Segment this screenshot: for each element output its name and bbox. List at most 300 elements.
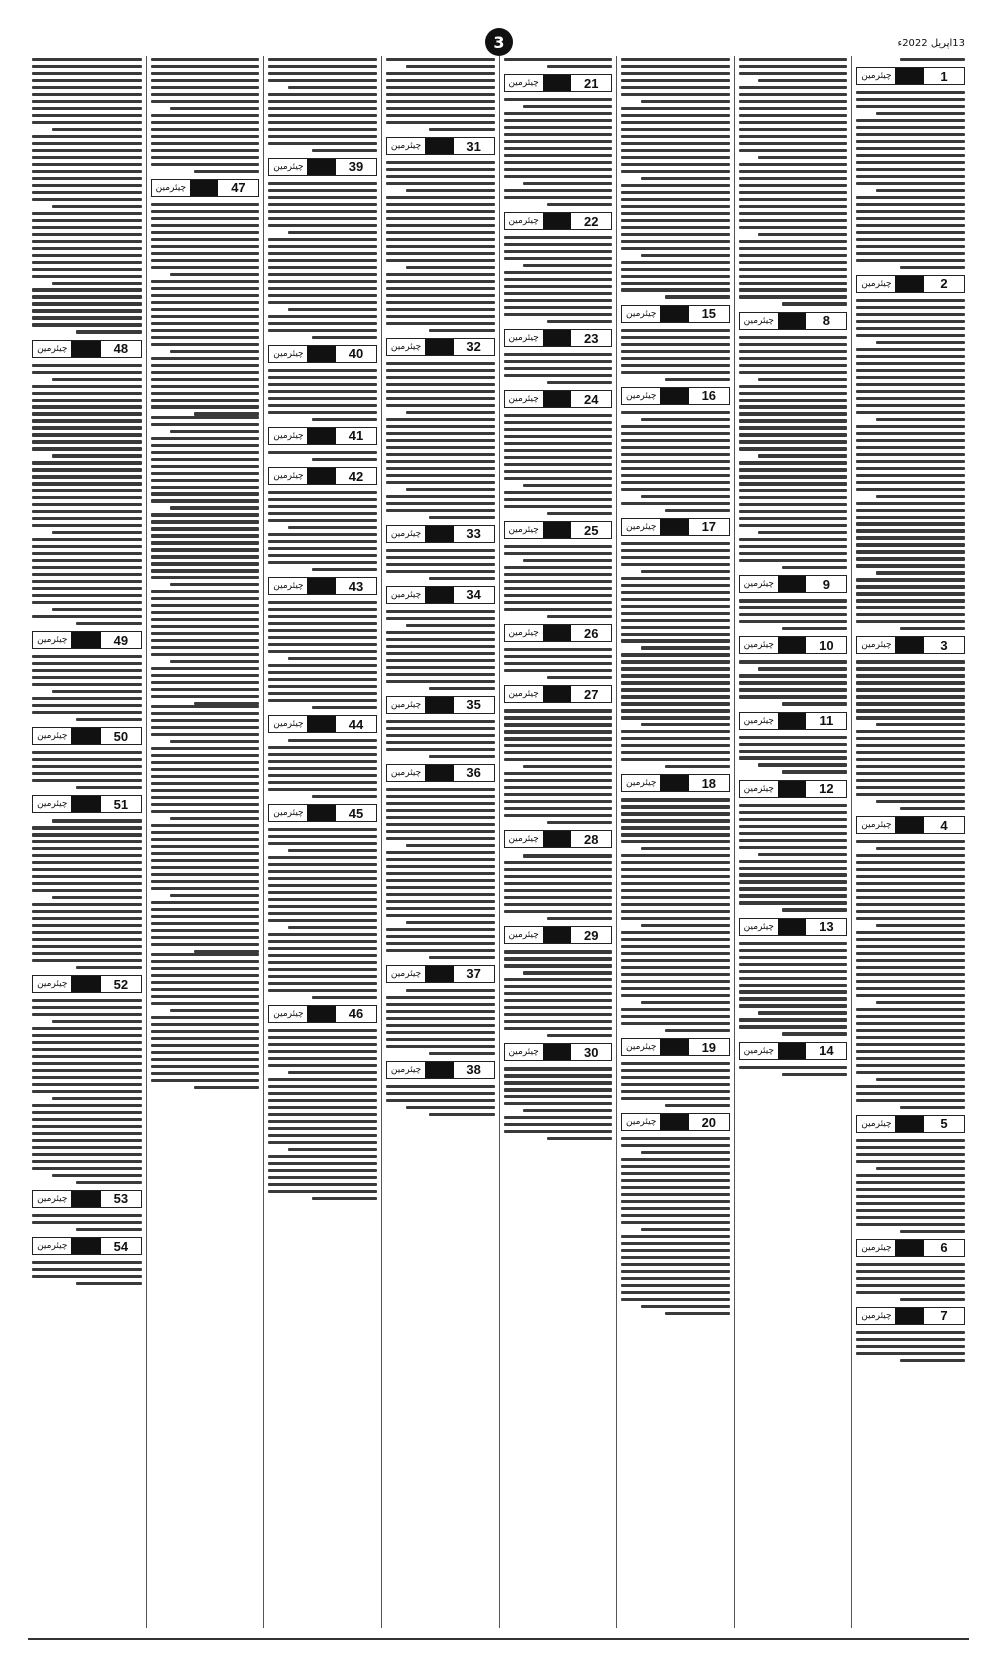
text-line <box>856 994 965 997</box>
text-line <box>856 502 965 505</box>
text-line <box>151 266 260 269</box>
article-text <box>386 362 495 519</box>
question-block <box>268 577 377 709</box>
text-line <box>739 419 848 422</box>
text-line <box>151 590 260 593</box>
text-line <box>504 498 613 501</box>
text-line <box>32 1153 142 1156</box>
text-line <box>268 79 377 82</box>
article-text <box>268 58 377 152</box>
text-line <box>856 667 965 670</box>
text-line <box>268 252 377 255</box>
text-line <box>621 591 730 594</box>
text-line <box>32 882 142 885</box>
text-line <box>856 980 965 983</box>
text-line <box>32 758 142 761</box>
text-line <box>739 385 848 388</box>
question-number: 28 <box>571 831 611 847</box>
text-line <box>312 458 377 461</box>
text-line <box>782 702 847 705</box>
text-line <box>641 418 730 421</box>
text-line <box>856 1331 965 1334</box>
text-line <box>194 1086 259 1089</box>
text-line <box>523 264 612 267</box>
text-line <box>739 65 848 68</box>
text-line <box>386 1038 495 1041</box>
question-block <box>739 1042 848 1076</box>
text-line <box>151 747 260 750</box>
text-line <box>151 280 260 283</box>
article-text <box>32 819 142 969</box>
text-line <box>621 758 730 761</box>
question-block <box>856 67 965 269</box>
text-line <box>856 196 965 199</box>
text-line <box>151 653 260 656</box>
text-line <box>32 772 142 775</box>
text-line <box>504 175 613 178</box>
text-line <box>32 559 142 562</box>
text-line <box>856 613 965 616</box>
text-line <box>739 825 848 828</box>
header-black-bar <box>425 697 454 713</box>
text-line <box>32 1055 142 1058</box>
text-block <box>151 416 260 706</box>
text-line <box>856 1153 965 1156</box>
question-number: 41 <box>336 428 376 444</box>
text-line <box>621 1207 730 1210</box>
text-line <box>288 231 377 234</box>
news-column <box>263 56 381 1628</box>
text-line <box>268 863 377 866</box>
text-line <box>52 454 142 457</box>
question-label: چیئرمین <box>740 713 778 729</box>
text-line <box>739 818 848 821</box>
article-text <box>856 1139 965 1233</box>
question-number: 44 <box>336 716 376 732</box>
text-line <box>621 702 730 705</box>
text-line <box>739 184 848 187</box>
question-header <box>739 636 848 654</box>
text-line <box>76 718 142 721</box>
text-line <box>547 512 612 515</box>
text-line <box>386 432 495 435</box>
text-line <box>268 1162 377 1165</box>
text-line <box>32 697 142 700</box>
article-text <box>386 610 495 690</box>
text-line <box>739 288 848 291</box>
article-text <box>621 798 730 1032</box>
text-line <box>621 716 730 719</box>
text-line <box>406 266 495 269</box>
question-label: چیئرمین <box>387 765 425 781</box>
text-line <box>32 910 142 913</box>
text-line <box>268 58 377 61</box>
text-line <box>32 573 142 576</box>
text-line <box>32 1214 142 1217</box>
text-line <box>621 72 730 75</box>
text-line <box>268 142 377 145</box>
text-line <box>386 369 495 372</box>
text-line <box>151 967 260 970</box>
text-line <box>739 977 848 980</box>
text-line <box>151 929 260 932</box>
text-line <box>856 320 965 323</box>
text-line <box>856 786 965 789</box>
question-number: 5 <box>924 1116 964 1132</box>
text-line <box>32 440 142 443</box>
text-line <box>151 943 260 946</box>
question-header <box>739 918 848 936</box>
text-line <box>386 238 495 241</box>
text-line <box>386 872 495 875</box>
text-line <box>856 1223 965 1226</box>
question-block <box>739 918 848 1036</box>
text-line <box>739 681 848 684</box>
text-line <box>386 1099 495 1102</box>
text-line <box>621 121 730 124</box>
text-line <box>856 516 965 519</box>
text-line <box>739 804 848 807</box>
question-label: چیئرمین <box>269 428 307 444</box>
article-text <box>386 1085 495 1116</box>
text-line <box>170 430 259 433</box>
text-line <box>641 177 730 180</box>
question-header <box>32 975 142 993</box>
question-block <box>32 795 142 969</box>
text-line <box>32 371 142 374</box>
question-label: چیئرمین <box>857 1308 895 1324</box>
text-line <box>170 817 259 820</box>
text-line <box>856 98 965 101</box>
article-text <box>739 660 848 705</box>
question-header <box>386 696 495 714</box>
text-line <box>856 203 965 206</box>
text-line <box>739 846 848 849</box>
text-line <box>32 468 142 471</box>
header-black-bar <box>71 341 101 357</box>
header-black-bar <box>543 522 572 538</box>
text-line <box>856 744 965 747</box>
text-line <box>876 341 965 344</box>
question-label: چیئرمین <box>387 697 425 713</box>
question-header <box>739 1042 848 1060</box>
text-line <box>151 1079 260 1082</box>
text-line <box>504 292 613 295</box>
question-header <box>32 795 142 813</box>
question-block <box>621 774 730 1032</box>
text-line <box>504 772 613 775</box>
text-line <box>268 884 377 887</box>
text-block <box>151 58 260 173</box>
question-block <box>32 631 142 721</box>
text-line <box>268 1169 377 1172</box>
text-line <box>739 559 848 562</box>
question-header <box>151 179 260 197</box>
text-line <box>641 1151 730 1154</box>
text-line <box>386 107 495 110</box>
header-black-bar <box>71 1191 101 1207</box>
text-line <box>151 259 260 262</box>
question-header <box>386 764 495 782</box>
text-line <box>32 212 142 215</box>
text-line <box>288 308 377 311</box>
question-label: چیئرمین <box>740 1043 778 1059</box>
text-line <box>739 613 848 616</box>
text-line <box>386 168 495 171</box>
text-line <box>739 997 848 1000</box>
question-number: 18 <box>689 775 729 791</box>
text-line <box>758 156 847 159</box>
text-line <box>856 1188 965 1191</box>
text-line <box>32 655 142 658</box>
text-line <box>504 442 613 445</box>
text-line <box>621 709 730 712</box>
question-block <box>856 816 965 1109</box>
text-line <box>621 966 730 969</box>
text-line <box>856 376 965 379</box>
header-black-bar <box>660 519 689 535</box>
text-line <box>151 378 260 381</box>
text-line <box>151 1065 260 1068</box>
text-line <box>151 86 260 89</box>
text-line <box>386 182 495 185</box>
text-line <box>504 580 613 583</box>
text-line <box>268 505 377 508</box>
text-line <box>621 156 730 159</box>
text-line <box>32 1104 142 1107</box>
question-block <box>856 1307 965 1362</box>
question-number: 29 <box>571 927 611 943</box>
text-line <box>739 887 848 890</box>
text-line <box>621 1097 730 1100</box>
text-line <box>32 447 142 450</box>
text-line <box>621 1008 730 1011</box>
text-line <box>621 275 730 278</box>
text-line <box>504 903 613 906</box>
text-line <box>386 886 495 889</box>
text-line <box>876 571 965 574</box>
text-line <box>32 1076 142 1079</box>
text-line <box>504 367 613 370</box>
question-header <box>621 1038 730 1056</box>
question-header <box>268 715 377 733</box>
text-line <box>32 945 142 948</box>
text-line <box>504 992 613 995</box>
text-line <box>151 688 260 691</box>
article-text <box>621 542 730 769</box>
header-black-bar <box>425 339 454 355</box>
question-label: چیئرمین <box>740 781 778 797</box>
header-black-bar <box>425 966 454 982</box>
question-header <box>856 816 965 834</box>
text-line <box>52 819 142 822</box>
header-black-bar <box>307 716 336 732</box>
text-line <box>268 1043 377 1046</box>
question-header <box>856 67 965 85</box>
question-number: 20 <box>689 1114 729 1130</box>
text-line <box>170 894 259 897</box>
text-line <box>386 217 495 220</box>
text-line <box>856 383 965 386</box>
text-line <box>504 140 613 143</box>
text-line <box>739 295 848 298</box>
header-black-bar <box>778 919 807 935</box>
text-line <box>268 203 377 206</box>
text-line <box>32 601 142 604</box>
text-line <box>621 453 730 456</box>
text-line <box>32 1146 142 1149</box>
text-line <box>386 748 495 751</box>
text-line <box>268 280 377 283</box>
question-header <box>268 804 377 822</box>
text-line <box>856 536 965 539</box>
question-number: 50 <box>101 728 141 744</box>
text-line <box>386 231 495 234</box>
text-line <box>856 779 965 782</box>
text-line <box>739 114 848 117</box>
article-text <box>739 58 848 306</box>
text-line <box>386 294 495 297</box>
text-line <box>32 475 142 478</box>
text-line <box>386 79 495 82</box>
header-black-bar <box>425 587 454 603</box>
text-line <box>621 938 730 941</box>
text-line <box>32 751 142 754</box>
text-line <box>268 601 377 604</box>
question-block <box>621 305 730 381</box>
text-line <box>151 810 260 813</box>
text-line <box>151 974 260 977</box>
question-label: چیئرمین <box>33 341 71 357</box>
text-line <box>32 268 142 271</box>
text-line <box>758 79 847 82</box>
text-line <box>32 959 142 962</box>
question-block <box>856 1239 965 1301</box>
text-line <box>621 826 730 829</box>
article-text <box>32 751 142 789</box>
article-text <box>856 91 965 269</box>
text-line <box>739 219 848 222</box>
text-line <box>739 350 848 353</box>
text-line <box>386 418 495 421</box>
text-line <box>739 371 848 374</box>
text-line <box>739 867 848 870</box>
question-header <box>268 1005 377 1023</box>
text-line <box>268 753 377 756</box>
text-line <box>386 928 495 931</box>
text-line <box>504 1013 613 1016</box>
text-line <box>386 802 495 805</box>
question-label: چیئرمین <box>740 919 778 935</box>
question-label: چیئرمین <box>857 1116 895 1132</box>
question-header <box>386 137 495 155</box>
text-line <box>151 315 260 318</box>
text-line <box>170 506 259 509</box>
text-line <box>621 1214 730 1217</box>
text-line <box>386 556 495 559</box>
text-line <box>900 1230 965 1233</box>
text-line <box>32 364 142 367</box>
text-line <box>386 58 495 61</box>
text-line <box>856 1057 965 1060</box>
text-line <box>856 175 965 178</box>
text-line <box>52 690 142 693</box>
text-line <box>856 840 965 843</box>
question-label: چیئرمین <box>622 306 660 322</box>
text-line <box>504 98 613 101</box>
text-line <box>268 301 377 304</box>
question-label: چیئرمین <box>622 1114 660 1130</box>
header-black-bar <box>307 578 336 594</box>
text-line <box>758 853 847 856</box>
text-line <box>268 1085 377 1088</box>
text-line <box>268 245 377 248</box>
text-line <box>386 617 495 620</box>
text-line <box>621 688 730 691</box>
text-line <box>386 638 495 641</box>
text-line <box>621 903 730 906</box>
text-line <box>665 1029 730 1032</box>
text-line <box>504 313 613 316</box>
text-line <box>386 858 495 861</box>
text-line <box>268 561 377 564</box>
question-header <box>621 387 730 405</box>
text-line <box>621 184 730 187</box>
text-line <box>32 65 142 68</box>
text-line <box>856 313 965 316</box>
text-line <box>268 512 377 515</box>
question-number: 21 <box>571 75 611 91</box>
text-line <box>151 768 260 771</box>
text-line <box>621 1221 730 1224</box>
text-line <box>621 931 730 934</box>
article-text <box>739 736 848 774</box>
question-block <box>32 340 142 626</box>
text-line <box>32 1111 142 1114</box>
text-line <box>856 404 965 407</box>
question-header <box>268 577 377 595</box>
text-line <box>504 985 613 988</box>
text-line <box>739 956 848 959</box>
text-line <box>856 592 965 595</box>
text-line <box>739 660 848 663</box>
text-line <box>151 217 260 220</box>
text-line <box>151 866 260 869</box>
text-line <box>32 552 142 555</box>
text-line <box>268 781 377 784</box>
text-line <box>151 294 260 297</box>
text-line <box>856 439 965 442</box>
text-line <box>268 390 377 393</box>
text-line <box>621 350 730 353</box>
text-line <box>32 482 142 485</box>
question-block <box>739 575 848 630</box>
text-block <box>386 58 495 131</box>
text-line <box>621 364 730 367</box>
text-line <box>856 481 965 484</box>
text-line <box>151 308 260 311</box>
text-line <box>386 390 495 393</box>
text-line <box>32 288 142 291</box>
question-block <box>739 712 848 774</box>
header-black-bar <box>660 306 689 322</box>
text-line <box>151 520 260 523</box>
text-line <box>739 128 848 131</box>
text-line <box>288 1071 377 1074</box>
text-line <box>151 385 260 388</box>
question-number: 11 <box>806 713 846 729</box>
question-label: چیئرمین <box>505 213 543 229</box>
